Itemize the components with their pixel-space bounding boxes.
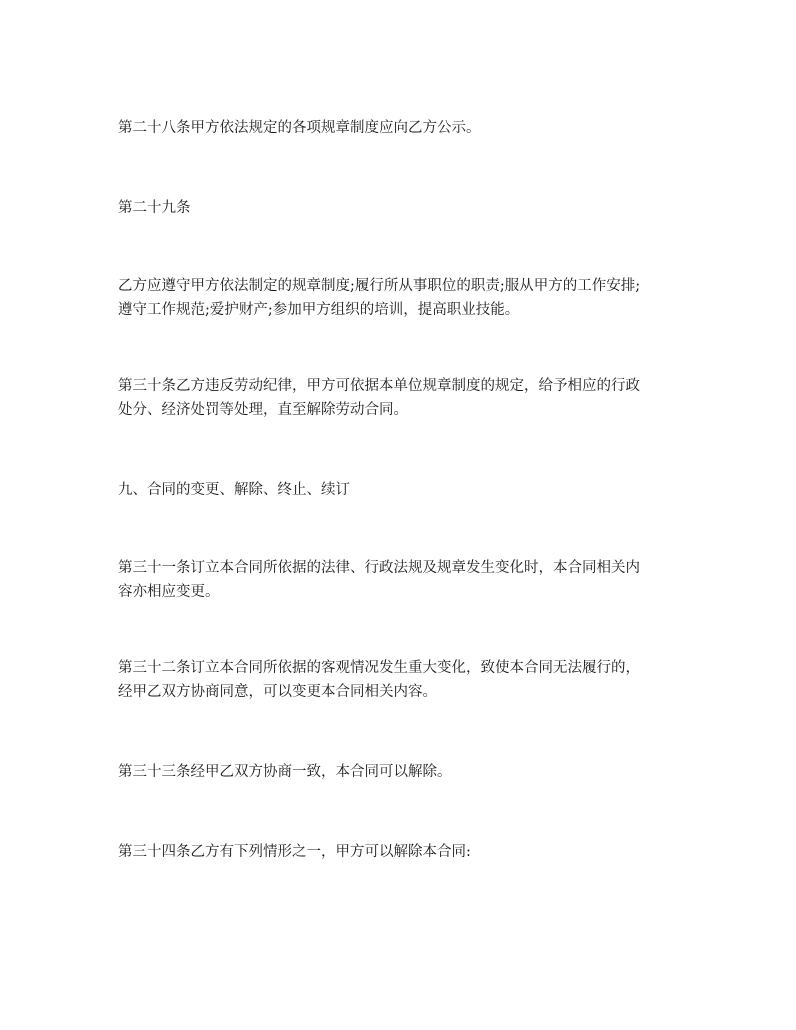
paragraph-article-34 — [118, 840, 688, 864]
paragraph-line: 九、合同的变更、解除、终止、续订 — [118, 482, 350, 498]
paragraph-article-31 — [118, 556, 688, 604]
paragraph-line: 第三十三条经甲乙双方协商一致，本合同可以解除。 — [118, 764, 452, 780]
paragraph-article-28 — [118, 116, 688, 140]
paragraph-line: 乙方应遵守甲方依法制定的规章制度;履行所从事职位的职责;服从甲方的工作安排; — [118, 278, 641, 294]
paragraph-line: 第三十条乙方违反劳动纪律，甲方可依据本单位规章制度的规定，给予相应的行政 — [118, 378, 640, 394]
paragraph-line: 处分、经济处罚等处理，直至解除劳动合同。 — [118, 402, 408, 418]
section-heading-9 — [118, 478, 688, 502]
paragraph-line: 第二十八条甲方依法规定的各项规章制度应向乙方公示。 — [118, 120, 481, 136]
paragraph-article-29-body — [118, 274, 688, 322]
paragraph-line: 经甲乙双方协商同意，可以变更本合同相关内容。 — [118, 684, 437, 700]
paragraph-line: 遵守工作规范;爱护财产;参加甲方组织的培训，提高职业技能。 — [118, 302, 520, 318]
paragraph-article-33 — [118, 760, 688, 784]
paragraph-line: 容亦相应变更。 — [118, 584, 220, 600]
paragraph-line: 第三十四条乙方有下列情形之一，甲方可以解除本合同: — [118, 844, 471, 860]
paragraph-line: 第三十二条订立本合同所依据的客观情况发生重大变化，致使本合同无法履行的， — [118, 660, 640, 676]
paragraph-article-32 — [118, 656, 688, 704]
paragraph-article-29-heading — [118, 196, 688, 220]
paragraph-article-30 — [118, 374, 688, 422]
paragraph-line: 第二十九条 — [118, 200, 191, 216]
paragraph-line: 第三十一条订立本合同所依据的法律、行政法规及规章发生变化时，本合同相关内 — [118, 560, 640, 576]
